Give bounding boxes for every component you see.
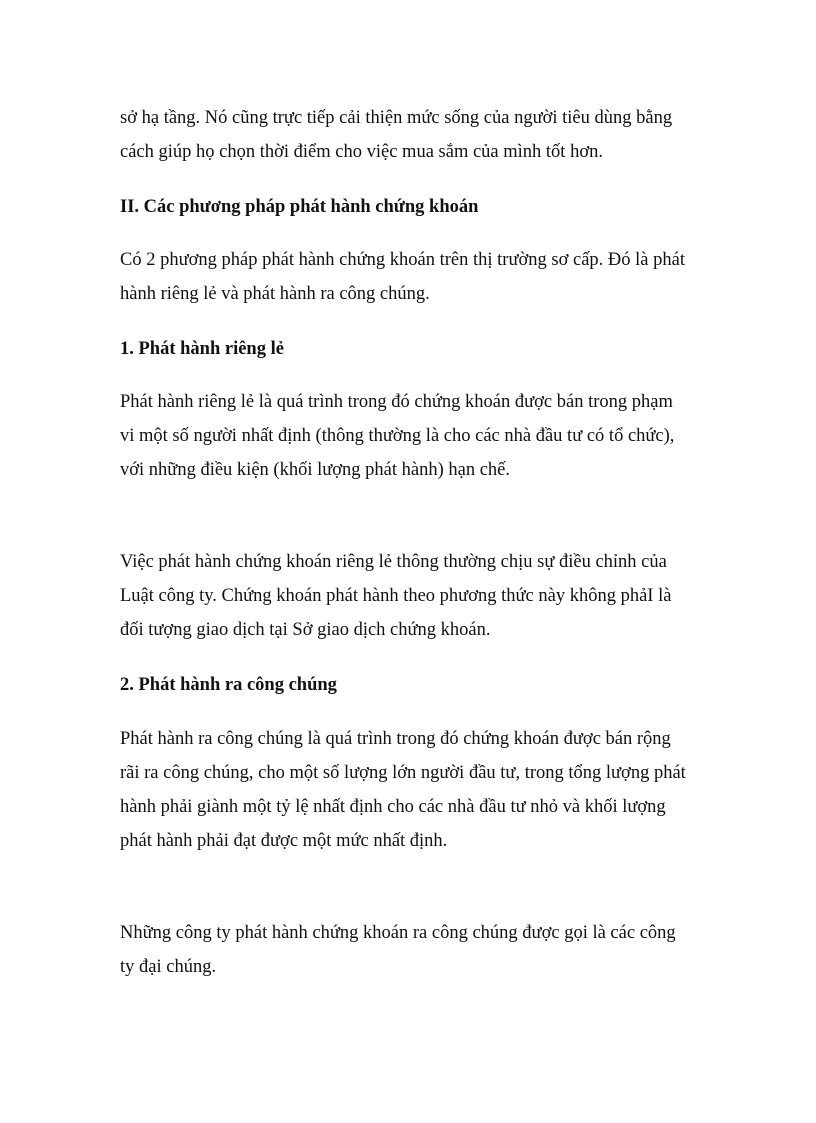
intro-paragraph xyxy=(120,101,710,169)
subsection-2-paragraph-1 xyxy=(120,722,710,858)
subsection-2-p2-line-2: ty đại chúng. xyxy=(120,957,217,977)
subsection-2-heading: 2. Phát hành ra công chúng xyxy=(120,675,337,695)
subsection-2-p1-line-4: phát hành phải đạt được một mức nhất định. xyxy=(120,831,448,851)
subsection-1-heading: 1. Phát hành riêng lẻ xyxy=(120,339,284,359)
subsection-1-p2-line-2: Luật công ty. Chứng khoán phát hành theo phương thức này không phảI là xyxy=(120,586,672,606)
subsection-1-p1-line-3: với những điều kiện (khối lượng phát hành) hạn chế. xyxy=(120,460,511,480)
subsection-1-p2-line-3: đối tượng giao dịch tại Sở giao dịch chứng khoán. xyxy=(120,620,491,640)
section-2-intro-line-2: hành riêng lẻ và phát hành ra công chúng. xyxy=(120,284,430,304)
subsection-2-paragraph-2 xyxy=(120,916,710,984)
subsection-1-paragraph-1 xyxy=(120,385,710,487)
subsection-2-p2-line-1: Những công ty phát hành chứng khoán ra công chúng được gọi là các công xyxy=(120,923,676,943)
section-2-heading: II. Các phương pháp phát hành chứng khoán xyxy=(120,197,479,217)
subsection-1-paragraph-2 xyxy=(120,545,710,647)
intro-line-2: cách giúp họ chọn thời điểm cho việc mua sắm của mình tốt hơn. xyxy=(120,142,603,162)
subsection-2-p1-line-1: Phát hành ra công chúng là quá trình trong đó chứng khoán được bán rộng xyxy=(120,729,671,749)
subsection-1-p1-line-2: vi một số người nhất định (thông thường là cho các nhà đầu tư có tổ chức), xyxy=(120,426,675,446)
section-2-intro-paragraph xyxy=(120,243,710,311)
subsection-2-p1-line-2: rãi ra công chúng, cho một số lượng lớn người đầu tư, trong tổng lượng phát xyxy=(120,763,686,783)
subsection-1-p2-line-1: Việc phát hành chứng khoán riêng lẻ thông thường chịu sự điều chỉnh của xyxy=(120,552,667,572)
subsection-1-p1-line-1: Phát hành riêng lẻ là quá trình trong đó chứng khoán được bán trong phạm xyxy=(120,392,673,412)
intro-line-1: sở hạ tầng. Nó cũng trực tiếp cải thiện mức sống của người tiêu dùng bằng xyxy=(120,108,673,128)
subsection-2-p1-line-3: hành phải giành một tỷ lệ nhất định cho các nhà đầu tư nhỏ và khối lượng xyxy=(120,797,666,817)
section-2-intro-line-1: Có 2 phương pháp phát hành chứng khoán trên thị trường sơ cấp. Đó là phát xyxy=(120,250,685,270)
